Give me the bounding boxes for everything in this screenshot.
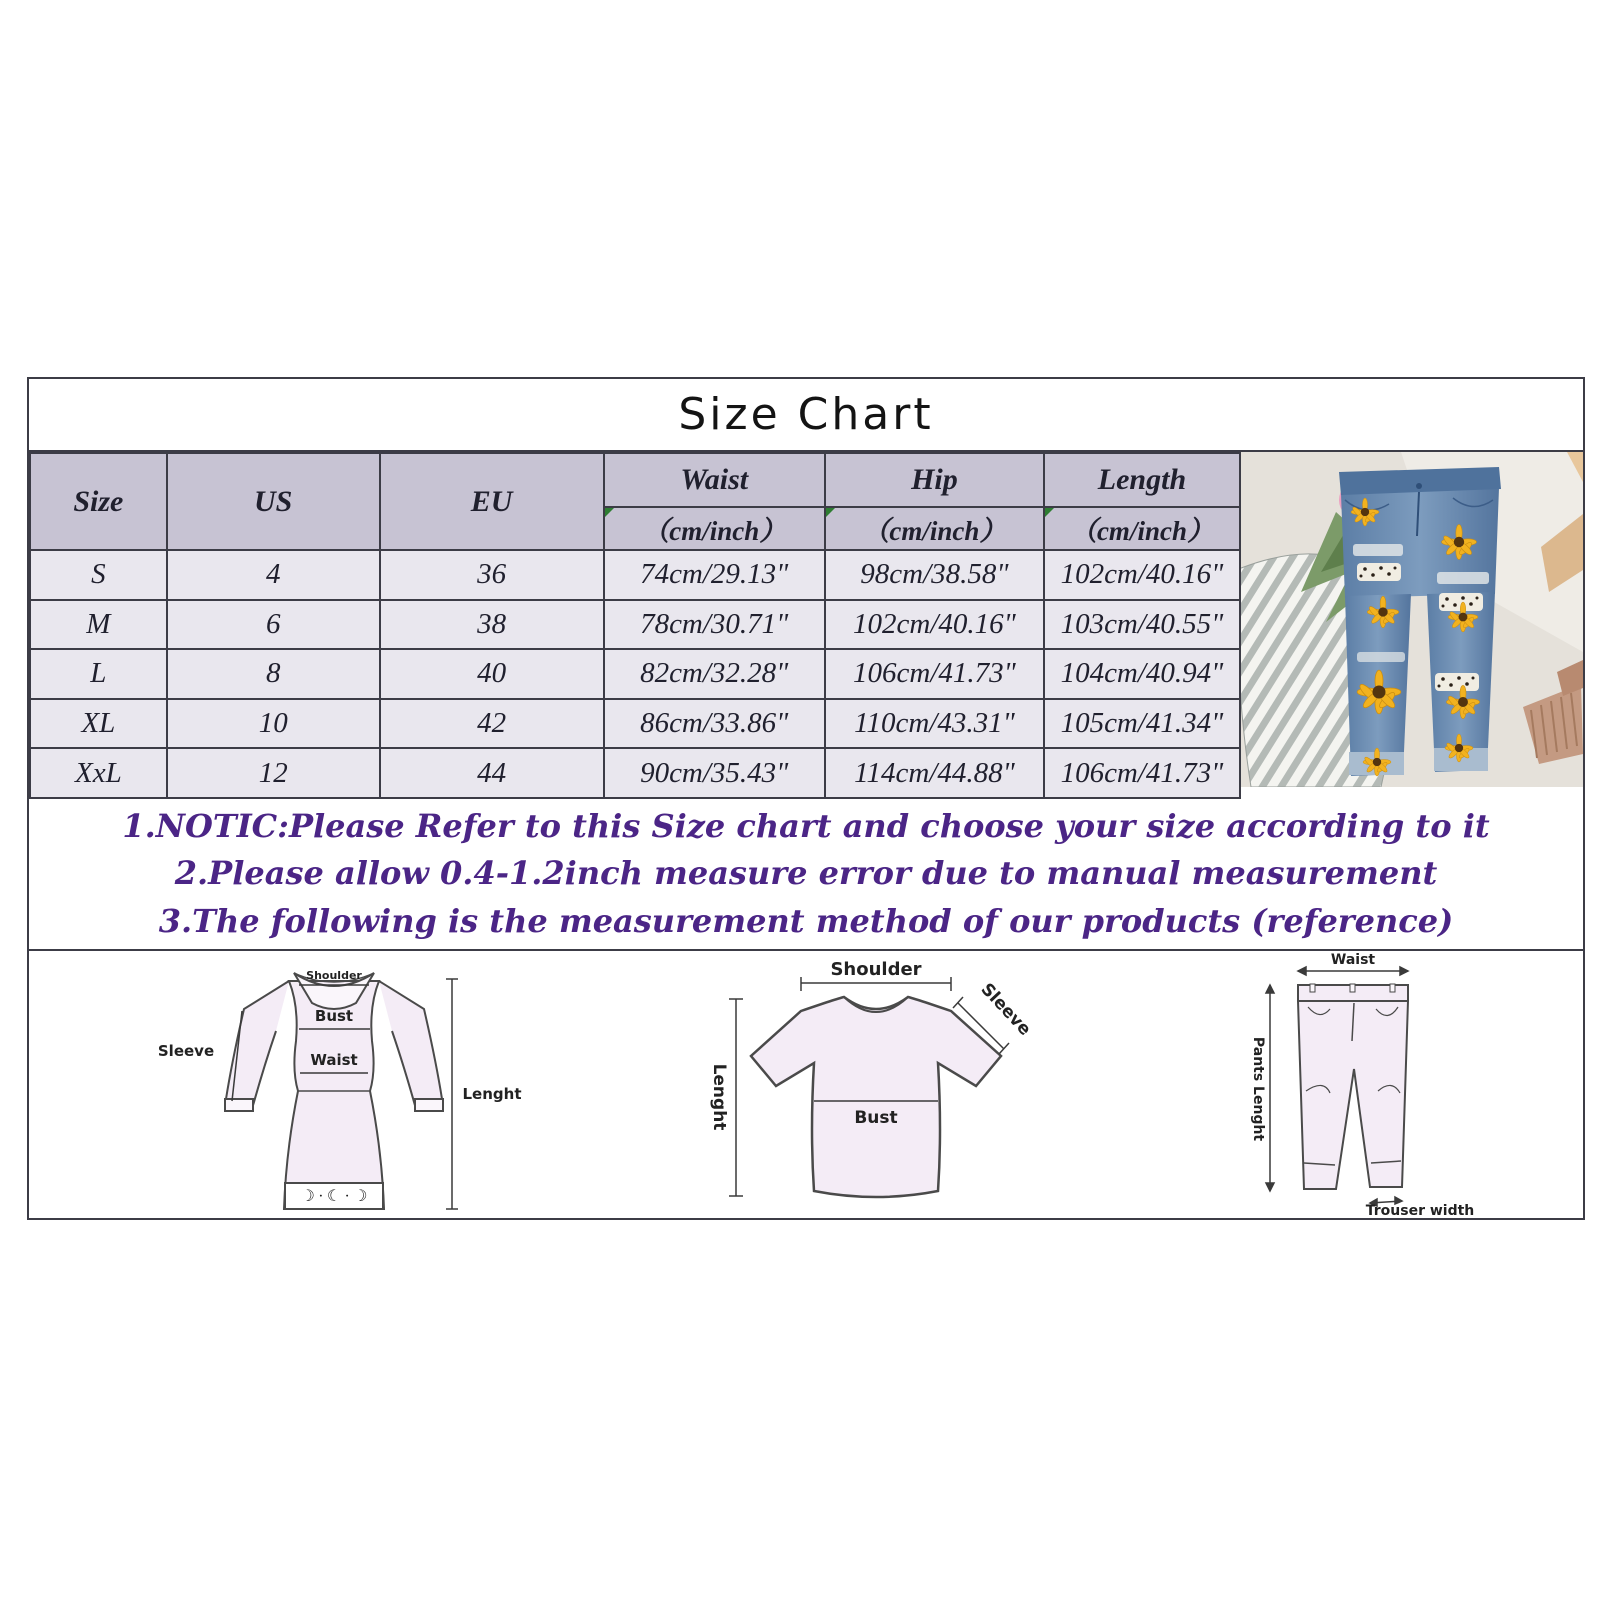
table-cell-waist: 74cm/29.13" [604, 550, 825, 600]
table-cell-eu: 36 [380, 550, 604, 600]
table-cell-us: 8 [167, 649, 380, 699]
tshirt-length-label: Lenght [708, 1063, 729, 1131]
table-cell-us: 10 [167, 699, 380, 749]
table-row [30, 649, 1240, 699]
table-row [30, 699, 1240, 749]
pants-waist-label: Waist [1330, 952, 1375, 968]
table-cell-eu: 44 [380, 748, 604, 798]
table-cell-us: 6 [167, 600, 380, 650]
table-cell-length: 104cm/40.94" [1044, 649, 1240, 699]
subheader-waist-unit: （cm/inch） [604, 507, 825, 550]
svg-text:☽ ∙ ☾ ∙ ☽: ☽ ∙ ☾ ∙ ☽ [300, 1188, 368, 1205]
page-title: Size Chart [678, 389, 934, 440]
table-cell-eu: 42 [380, 699, 604, 749]
title-row [29, 379, 1583, 452]
col-header-length: Length [1044, 453, 1240, 507]
table-cell-eu: 38 [380, 600, 604, 650]
col-header-waist: Waist [604, 453, 825, 507]
pants-width-label: Trouser width [1365, 1203, 1474, 1217]
table-cell-size: L [30, 649, 167, 699]
dress-diagram [29, 951, 620, 1218]
size-table-body [30, 550, 1240, 798]
table-cell-size: M [30, 600, 167, 650]
table-cell-length: 105cm/41.34" [1044, 699, 1240, 749]
table-row [30, 748, 1240, 798]
note-3: 3.The following is the measurement method of our products (reference) [158, 901, 1454, 940]
table-cell-eu: 40 [380, 649, 604, 699]
tshirt-bust-label: Bust [854, 1108, 898, 1128]
table-cell-hip: 114cm/44.88" [825, 748, 1044, 798]
tshirt-diagram [620, 951, 1133, 1218]
table-cell-size: S [30, 550, 167, 600]
dress-bust-label: Bust [315, 1007, 354, 1025]
size-table [29, 452, 1241, 799]
content-row [29, 452, 1583, 799]
pants-length-label: Pants Lenght [1249, 1036, 1266, 1142]
tshirt-shoulder-label: Shoulder [830, 959, 922, 980]
table-row [30, 600, 1240, 650]
table-row [30, 550, 1240, 600]
dress-waist-label: Waist [310, 1051, 358, 1069]
table-header-row [30, 453, 1240, 507]
table-cell-length: 102cm/40.16" [1044, 550, 1240, 600]
table-cell-us: 4 [167, 550, 380, 600]
col-header-hip: Hip [825, 453, 1044, 507]
product-photo-illustration [1241, 452, 1583, 787]
table-cell-hip: 98cm/38.58" [825, 550, 1044, 600]
table-cell-size: XxL [30, 748, 167, 798]
table-cell-waist: 90cm/35.43" [604, 748, 825, 798]
notes-section [29, 799, 1583, 951]
table-cell-us: 12 [167, 748, 380, 798]
table-cell-waist: 82cm/32.28" [604, 649, 825, 699]
main-box [27, 377, 1585, 1220]
subheader-length-unit: （cm/inch） [1044, 507, 1240, 550]
col-header-eu: EU [380, 453, 604, 550]
table-cell-waist: 86cm/33.86" [604, 699, 825, 749]
subheader-hip-unit: （cm/inch） [825, 507, 1044, 550]
table-cell-hip: 106cm/41.73" [825, 649, 1044, 699]
product-photo [1241, 452, 1583, 799]
table-cell-size: XL [30, 699, 167, 749]
tshirt-sleeve-label: Sleeve [976, 979, 1035, 1040]
table-cell-hip: 102cm/40.16" [825, 600, 1044, 650]
dress-sleeve-label: Sleeve [158, 1042, 215, 1060]
table-cell-waist: 78cm/30.71" [604, 600, 825, 650]
col-header-size: Size [30, 453, 167, 550]
col-header-us: US [167, 453, 380, 550]
dress-shoulder-label: Shoulder [306, 969, 363, 982]
table-cell-length: 103cm/40.55" [1044, 600, 1240, 650]
table-cell-length: 106cm/41.73" [1044, 748, 1240, 798]
diagrams-section [29, 951, 1583, 1218]
pants-diagram [1132, 951, 1583, 1218]
note-2: 2.Please allow 0.4-1.2inch measure error due to manual measurement [174, 854, 1438, 893]
note-1: 1.NOTIC:Please Refer to this Size chart and choose your size according to it [122, 806, 1490, 845]
dress-length-label: Lenght [462, 1085, 522, 1103]
table-cell-hip: 110cm/43.31" [825, 699, 1044, 749]
